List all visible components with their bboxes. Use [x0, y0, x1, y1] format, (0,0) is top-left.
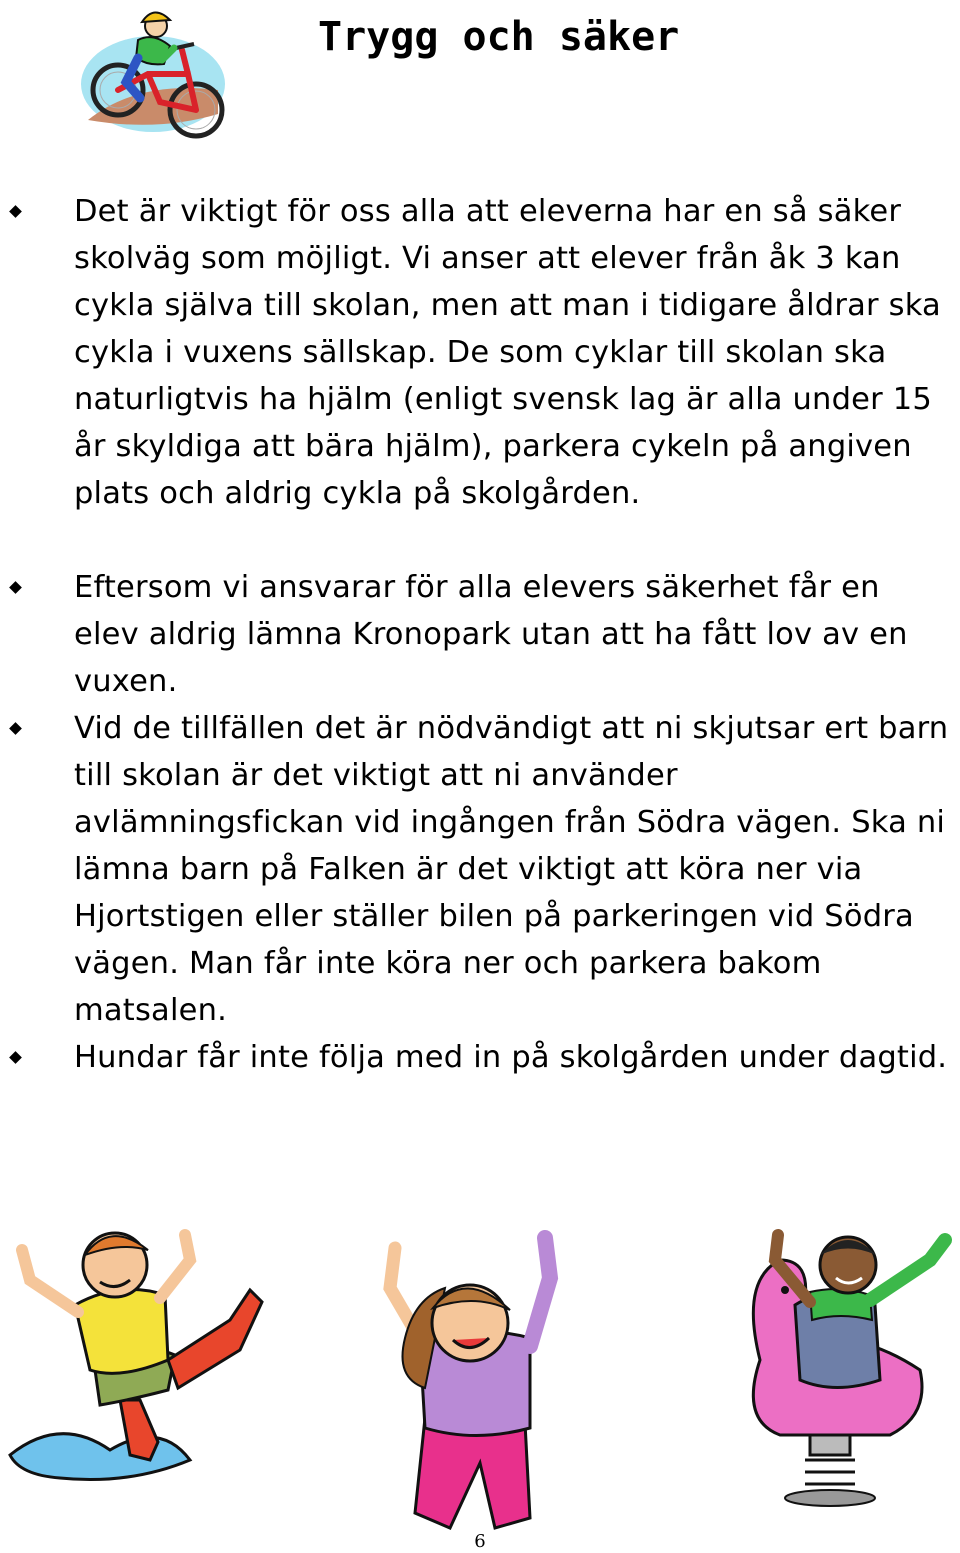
boy-splashing-icon — [0, 1220, 270, 1495]
diamond-bullet-icon — [9, 205, 22, 218]
girl-jumping-icon — [355, 1228, 595, 1538]
list-item-text: Hundar får inte följa med in på skolgården under dagtid. — [74, 1040, 948, 1075]
list-item-text: Eftersom vi ansvarar för alla elevers säkerhet får en elev aldrig lämna Kronopark utan att ha fått lov av en vuxen. — [74, 570, 908, 699]
child-on-spring-horse-icon — [700, 1220, 958, 1510]
list-item — [0, 1034, 960, 1081]
list-item-text: Det är viktigt för oss alla att eleverna har en så säker skolväg som möjligt. Vi anser att elever från åk 3 kan cykla själva till skolan, men att man i tidigare åldrar ska cykla i vuxens sällskap. De som cyklar till skolan ska naturligtvis ha hjälm (enligt svensk lag är alla under 15 år skyldiga att bära hjälm), parkera cykeln på angiven plats och aldrig cykla på skolgården. — [74, 194, 941, 511]
diamond-bullet-icon — [9, 1051, 22, 1064]
page-title: Trygg och säker — [318, 14, 680, 60]
diamond-bullet-icon — [9, 581, 22, 594]
list-item — [0, 564, 960, 705]
bicycle-rider-icon — [78, 2, 228, 147]
bullet-list — [0, 188, 960, 1081]
list-item — [0, 188, 960, 517]
page-number: 6 — [474, 1531, 486, 1552]
list-item — [0, 705, 960, 1034]
list-item-text: Vid de tillfällen det är nödvändigt att ni skjutsar ert barn till skolan är det viktigt att ni använder avlämningsfickan vid ingången från Södra vägen. Ska ni lämna barn på Falken är det viktigt att köra ner via Hjortstigen eller ställer bilen på parkeringen vid Södra vägen. Man får inte köra ner och parkera bakom matsalen. — [74, 711, 949, 1028]
diamond-bullet-icon — [9, 722, 22, 735]
